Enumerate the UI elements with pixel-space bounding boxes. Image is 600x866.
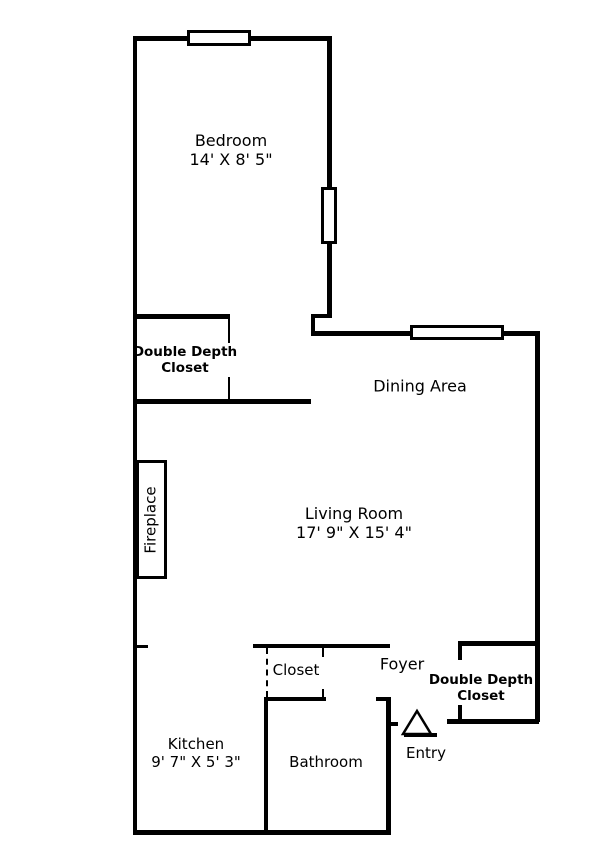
upper-closet-bottom-wall	[137, 399, 311, 404]
dining-area-name: Dining Area	[373, 376, 467, 396]
bathroom-name: Bathroom	[289, 753, 363, 771]
upper-double-depth-closet-label	[133, 344, 237, 376]
entry-ddc-line2: Closet	[457, 688, 505, 704]
upper-closet-right-wall-lower	[228, 377, 230, 400]
entry-double-depth-closet-label	[429, 672, 533, 704]
left-exterior-wall	[133, 36, 137, 835]
living-room-label	[296, 504, 412, 542]
living-room-name: Living Room	[304, 504, 404, 523]
kitchen-label	[151, 735, 241, 771]
fireplace-label	[142, 486, 161, 553]
entry-closet-left-wall-lower	[458, 705, 462, 724]
living-room-dimensions: 17' 9" X 15' 4"	[296, 523, 412, 542]
bathroom-label	[289, 753, 363, 771]
bedroom-right-window-symbol	[321, 187, 337, 244]
upper-ddc-line2: Closet	[161, 360, 209, 376]
upper-ddc-line1: Double Depth	[132, 344, 238, 360]
kitchen-name: Kitchen	[167, 735, 225, 753]
bedroom-right-wall	[327, 36, 332, 318]
bedroom-dimensions: 14' X 8' 5"	[189, 150, 273, 169]
upper-closet-top-wall	[133, 314, 230, 319]
foyer-label	[380, 655, 424, 674]
entry-name: Entry	[406, 744, 446, 762]
bathroom-right-wall	[386, 697, 391, 835]
entry-closet-top-wall	[458, 641, 539, 646]
entry-wall-stub	[386, 722, 398, 726]
bedroom-top-window-symbol	[187, 30, 251, 46]
closet-bottom-wall	[266, 697, 326, 701]
bedroom-name: Bedroom	[194, 131, 268, 150]
right-exterior-wall	[535, 331, 540, 722]
foyer-name: Foyer	[379, 654, 425, 674]
entry-label	[406, 744, 446, 762]
entry-door-icon	[399, 708, 443, 742]
closet-name: Closet	[272, 661, 320, 679]
entry-closet-left-wall-upper	[458, 641, 462, 660]
closet-label	[273, 661, 320, 679]
entry-ddc-line1: Double Depth	[428, 672, 534, 688]
dining-area-label	[373, 377, 467, 396]
dining-window-symbol	[410, 325, 504, 340]
bottom-exterior-wall	[133, 830, 391, 835]
bathroom-left-wall	[264, 697, 268, 835]
closet-left-wall	[266, 648, 268, 697]
kitchen-dimensions: 9' 7" X 5' 3"	[151, 753, 241, 771]
bedroom-label	[189, 131, 272, 169]
closet-right-wall-upper	[322, 648, 324, 657]
fireplace-name: Fireplace	[141, 486, 160, 554]
kitchen-wall-stub	[133, 645, 148, 648]
upper-closet-right-wall-upper	[228, 319, 230, 343]
